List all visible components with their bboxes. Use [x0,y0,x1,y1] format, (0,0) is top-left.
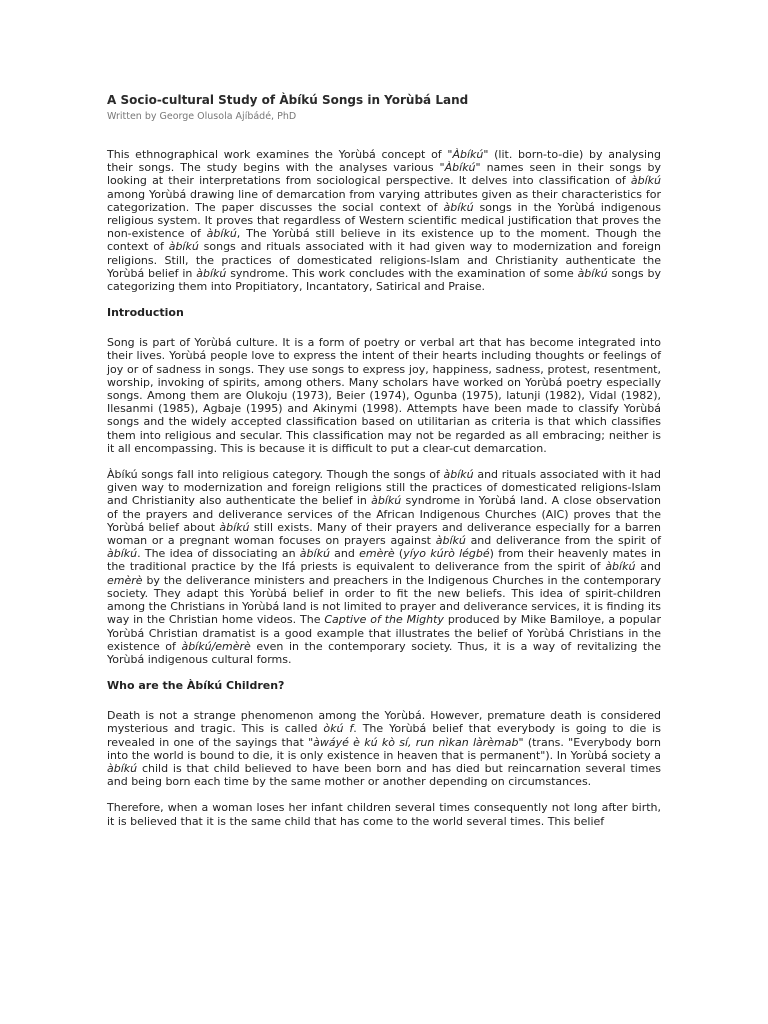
italic-run: àbíkú [605,560,636,574]
text-run: " names seen in their songs by looking at their interpretations from sociological perspective. It delves into classification of [107,161,662,188]
italic-run: àwáyé è kú kò sí, run nìkan làrèmab [313,735,519,749]
text-run: Death is not a strange phenomenon among the Yorùbá. However, premature death is considered mysterious and tragic. This is called [107,709,661,736]
text-run: Àbíkú songs fall into religious category. Though the songs of [107,468,444,482]
intro-paragraph-1 [107,336,661,455]
italic-run: àbíkú [107,547,138,561]
text-run: produced by Mike Bamiloye, a popular Yorùbá Christian dramatist is a good example that illustrates the belief of Yorùbá Christians in the existence of [107,613,661,653]
italic-run: Àbíkú [452,148,484,161]
abiku-paragraph-1 [107,709,661,788]
text-run: , The Yorùbá still believe in its existence up to the moment. Though the context of [107,227,661,254]
text-run: and rituals associated with it had given way to modernization and foreign religions still the practices of domesticated religions-Islam and Christianity also authenticate the belief in [107,468,662,508]
italic-run: àbíkú [299,547,330,561]
intro-paragraph-2 [107,468,661,666]
text-run: songs and rituals associated with it had given way to modernization and foreign religions. Still, the practices of domesticated religions-Islam and Christianity authenticate the Yorùbá belief in [107,240,661,280]
italic-run: yíyo kúrò légbé [403,547,490,561]
italic-run: àbíkú [435,534,466,548]
text-run: This ethnographical work examines the Yorùbá concept of " [107,148,453,161]
abiku-paragraph-2 [107,801,661,827]
text-run: by the deliverance ministers and preachers in the Indigenous Churches in the contemporary society. They adapt this Yorùbá belief in order to fit the new beliefs. This idea of spirit-children among the Christians in Yorùbá land is not limited to prayer and deliverance services, it is finding its way in the Christian home videos. The [107,573,661,627]
section-heading-abiku-children: Who are the Àbíkú Children? [107,679,285,693]
italic-run: àbíkú [206,227,237,241]
text-run: still exists. Many of their prayers and deliverance especially for a barren woman or a pregnant woman focuses on prayers against [107,520,662,548]
text-run: . The idea of dissociating an [137,547,300,561]
italic-run: emèrè [359,547,395,561]
text-run: " (lit. born-to-die) by analysing their songs. The study begins with the analyses various " [107,148,662,175]
italic-run: àbíkú [196,266,227,280]
text-run: syndrome in Yorùbá land. A close observation of the prayers and deliverance services of the African Indigenous Churches (AIC) proves that the Yorùbá belief about [107,494,661,534]
text-run: and deliverance from the spirit of [465,534,661,548]
text-run: child is that child believed to have been born and has died but reincarnation several times and being born each time by the same mother or another depending on circumstances. [107,761,661,789]
italic-run: àbíkú [168,240,199,254]
text-run: and [329,547,360,561]
italic-run: àbíkú [107,761,138,775]
document-title: A Socio-cultural Study of Àbíkú Songs in Yorùbá Land [107,93,469,107]
italic-run: àbíkú [371,494,402,508]
text-run: Song is part of Yorùbá culture. It is a form of poetry or verbal art that has become integrated into their lives. Yorùbá people love to express the intent of their hearts including thoughts or feelings of joy or of sadness in songs. They use songs to express joy, happiness, sadness, protest, resentment, worship, invoking of spirits, among others. Many scholars have worked on Yorùbá poetry especially songs. Among them are Olukoju (1973), Beier (1974), Ogunba (1975), latunji (1982), Vidal (1982), Ilesanmi (1985), Agbaje (1995) and Akinymi (1998). Attempts have been made to classify Yorùbá songs and the widely accepted classification based on utilitarian as criteria is that which classifies them into religious and secular. This classification may not be regarded as all embracing; neither is it all encompassing. This is because it is difficult to put a clear-cut demarcation. [107,336,661,455]
text-run: and [635,560,661,574]
text-run: ) from their heavenly mates in the traditional practice by the Ifá priests is equivalent to deliverance from the spirit of [107,547,661,574]
text-run: . The Yorùbá belief that everybody is going to die is revealed in one of the sayings that " [107,722,661,749]
text-run: " (trans. "Everybody born into the world is bound to die, it is only existence in heaven that is permanent"). In Yorùbá society a [107,735,662,762]
text-run: even in the contemporary society. Thus, it is a way of revitalizing the Yorùbá indigenous cultural forms. [107,639,661,666]
text-run: songs by categorizing them into Propitiatory, Incantatory, Satirical and Praise. [107,266,661,294]
italic-run: òkú f [323,722,354,736]
text-run: songs in the Yorùbá indigenous religious system. It proves that regardless of Western scientific medical justification that proves the non-existence of [107,200,661,241]
text-run: Therefore, when a woman loses her infant children several times consequently not long after birth, it is believed that it is the same child that has come to the world several times. This belief [107,801,661,828]
italic-run: emèrè [107,573,143,587]
italic-run: àbíkú [443,200,474,214]
italic-run: àbíkú [630,174,661,188]
author-line: Written by George Olusola Ajíbádé, PhD [107,111,297,122]
text-run: ( [394,547,404,561]
section-heading-introduction: Introduction [107,306,184,320]
text-run: syndrome. This work concludes with the examination of some [226,266,578,280]
italic-run: Captive of the Mighty [324,613,444,627]
abstract-paragraph [107,148,661,293]
italic-run: àbíkú [219,520,250,534]
text-run: among Yorùbá drawing line of demarcation from varying attributes given as their characteristics for categorization. The paper discusses the social context of [107,187,661,214]
italic-run: àbíkú/emèrè [181,639,251,653]
italic-run: Àbíkú [444,161,476,175]
italic-run: àbíkú [443,468,474,482]
italic-run: àbíkú [577,266,608,280]
